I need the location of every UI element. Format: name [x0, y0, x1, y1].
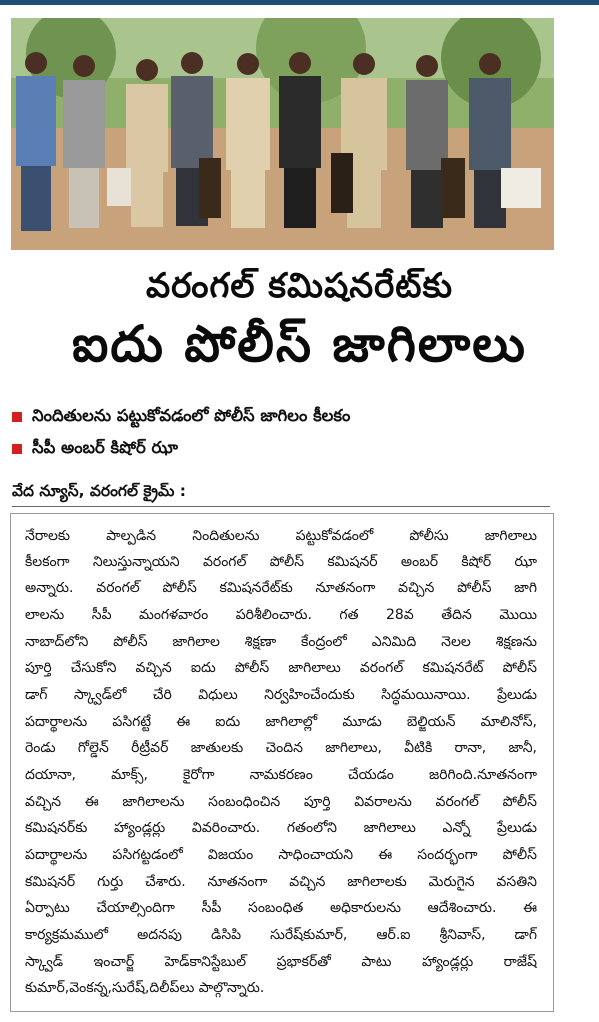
bullet-item	[12, 401, 572, 433]
article-line: దయానా, మాక్స్, కైరోగా నామకరణం చేయడం జరిగింది.నూతనంగా	[25, 767, 537, 783]
article-line: కీలకంగా నిలుస్తున్నాయని వరంగల్ పోలీస్ కమిషనర్ అంబర్ కిషోర్ ఝా	[25, 554, 537, 570]
article-line: పదార్థాలను పసిగట్టడంలో విజయం సాధించాయని ఈ సందర్భంగా పోలీస్	[25, 847, 537, 863]
dateline-divider	[12, 506, 550, 507]
article-line: రెండు గోల్డెన్ రీట్రీవర్ జాతులకు చెందిన జాగిలాలు, వీటికి రానా, జానీ,	[25, 740, 537, 756]
article-line: నేరాలకు పాల్పడిన నిందితులను పట్టుకోవడంలో పోలీసు జాగిలాలు	[25, 528, 537, 544]
article-line: నాబాద్‌లోని పోలీస్ జాగిలాల శిక్షణా కేంద్రంలో ఎనిమిది నెలల శిక్షణను	[25, 634, 537, 650]
dateline: వేద న్యూస్, వరంగల్ క్రైమ్ :	[12, 482, 186, 500]
red-square-bullet-icon	[12, 412, 22, 422]
article-line: అన్నారు. వరంగల్ పోలీస్ కమిషనరేట్‌కు నూతనంగా వచ్చిన పోలీస్ జాగి	[25, 580, 537, 596]
article-line: కమిషనర్ గుర్తు చేశారు. నూతనంగా వచ్చిన జాగిలాలకు మెరుగైన వసతిని	[25, 874, 537, 890]
bullet-text: సీపీ అంబర్ కిషోర్ ఝా	[32, 437, 178, 457]
news-photo	[11, 18, 554, 250]
article-line: పదార్థాలను పసిగట్టే ఈ ఐదు జాగిలాల్లో మూడు బెల్జియన్ మాలినోస్,	[25, 714, 537, 730]
article-body	[10, 513, 554, 1012]
top-accent-bar	[0, 0, 599, 5]
article-line: డాగ్ స్క్వాడ్‌లో చేరి విధులు నిర్వహించేందుకు సిద్ధమయినాయి. ప్రేలుడు	[25, 687, 537, 703]
subheadline-bullets	[12, 401, 572, 465]
article-line: కార్యక్రమములో అదనపు డిసిపి సురేష్‌కుమార్, ఆర్.ఐ శ్రీనివాస్, డాగ్	[25, 927, 537, 943]
red-square-bullet-icon	[12, 444, 22, 454]
article-line: కుమార్,వెంకన్న,సురేష్,దిలీప్‌లు పాల్గొన్నారు.	[25, 980, 265, 996]
bullet-text: నిందితులను పట్టుకోవడంలో పోలీస్ జాగిలం కీలకం	[32, 405, 351, 425]
article-line: కమిషనర్‌కు హ్యాండ్లర్లు వివరించారు. గతంలోని జాగిలాలు ఎన్నో ప్రేలుడు	[25, 820, 537, 836]
article-line: లాలను సీపీ మంగళవారం పరిశీలించారు. గత 28వ తేదిన మొయి	[25, 607, 537, 623]
article-line: ఏర్పాటు చేయాల్సిందిగా సీపీ సంబంధిత అధికారులను ఆదేశించారు. ఈ	[25, 900, 537, 916]
article-line: పూర్తి చేసుకోని వచ్చిన ఐదు పోలీస్ జాగిలాలు వరంగల్ కమిషనరేట్ పోలీస్	[25, 660, 537, 676]
bullet-item	[12, 433, 572, 465]
article-line: వచ్చిన ఈ జాగిలాలను సంబంధించిన పూర్తి వివరాలను వరంగల్ పోలీస్	[25, 794, 537, 810]
headline-line-1: వరంగల్ కమిషనరేట్‌కు	[145, 266, 454, 306]
headline-line-2: ఐదు పోలీస్ జాగిలాలు	[72, 315, 527, 373]
article-line: స్క్వాడ్ ఇంచార్జ్ హెడ్‌కానిస్టేబుల్ ప్రభాకర్‌తో పాటు హ్యాండ్లర్లు రాజేష్	[25, 954, 537, 970]
